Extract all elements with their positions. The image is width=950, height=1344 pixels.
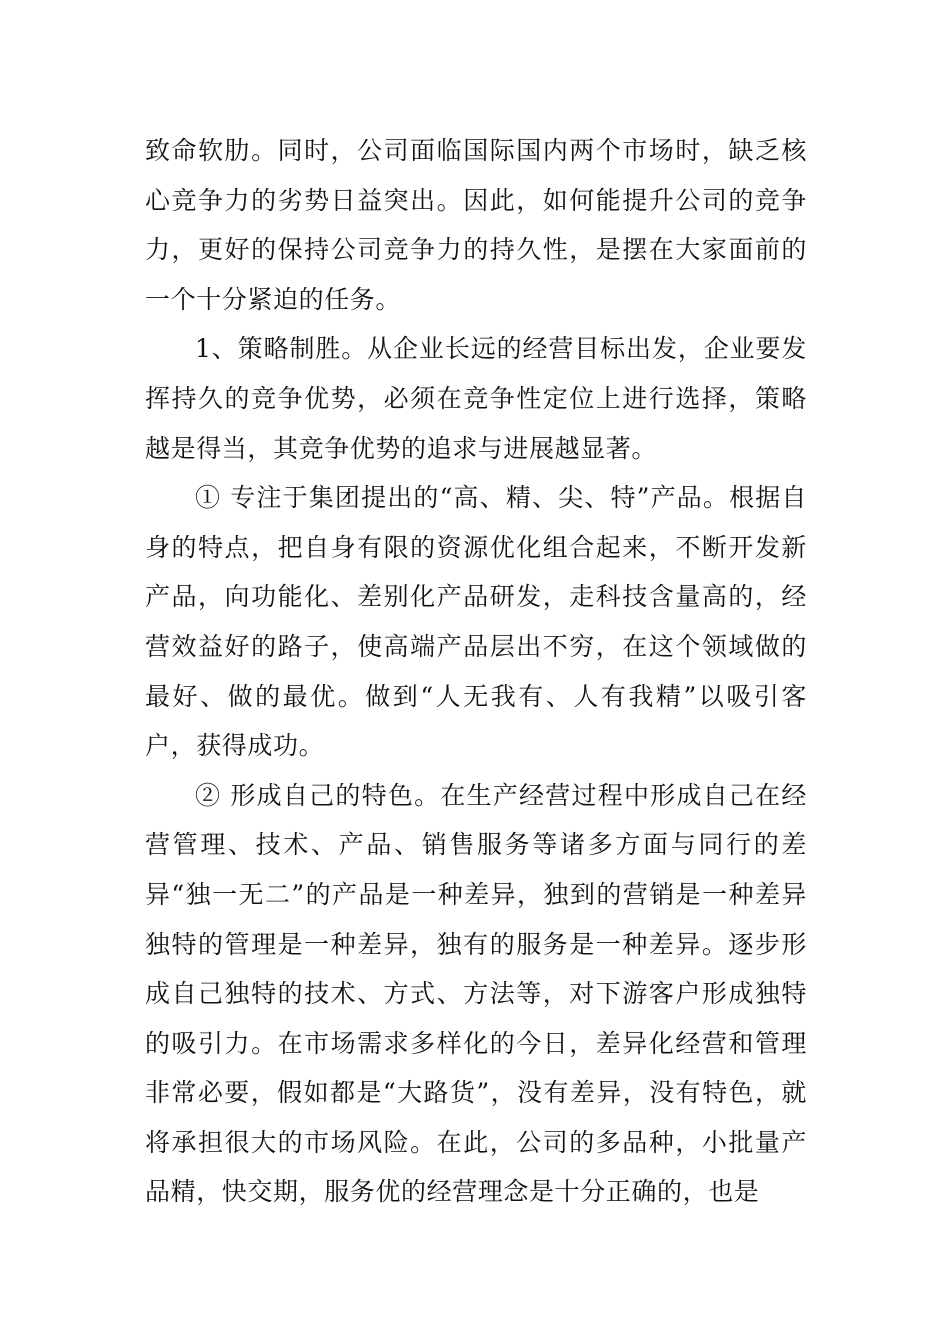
paragraph-own-characteristics: ② 形成自己的特色。在生产经营过程中形成自己在经营管理、技术、产品、销售服务等诸多方面与同行的差异“独一无二”的产品是一种差异，独到的营销是一种差异独特的管理是一种差异，独有的服务是一种差异。逐步形成自己独特的技术、方式、方法等，对下游客户形成独特的吸引力。在市场需求多样化的今日，差异化经营和管理非常必要，假如都是“大路货”，没有差异，没有特色，就将承担很大的市场风险。在此，公司的多品种，小批量产品精，快交期，服务优的经营理念是十分正确的，也是	[145, 780, 807, 1207]
document-body	[145, 126, 807, 1217]
paragraph-strategy-wins: 1、策略制胜。从企业长远的经营目标出发，企业要发挥持久的竞争优势，必须在竞争性定位上进行选择，策略越是得当，其竞争优势的追求与进展越显著。	[145, 334, 807, 463]
paragraph-continuation: 致命软肋。同时，公司面临国际国内两个市场时，缺乏核心竞争力的劣势日益突出。因此，如何能提升公司的竞争力，更好的保持公司竞争力的持久性，是摆在大家面前的一个十分紧迫的任务。	[145, 136, 807, 314]
paragraph-focus-products: ① 专注于集团提出的“高、精、尖、特”产品。根据自身的特点，把自身有限的资源优化组合起来，不断开发新产品，向功能化、差别化产品研发，走科技含量高的，经营效益好的路子，使高端产品层出不穷，在这个领域做的最好、做的最优。做到“人无我有、人有我精”以吸引客户，获得成功。	[145, 483, 807, 761]
